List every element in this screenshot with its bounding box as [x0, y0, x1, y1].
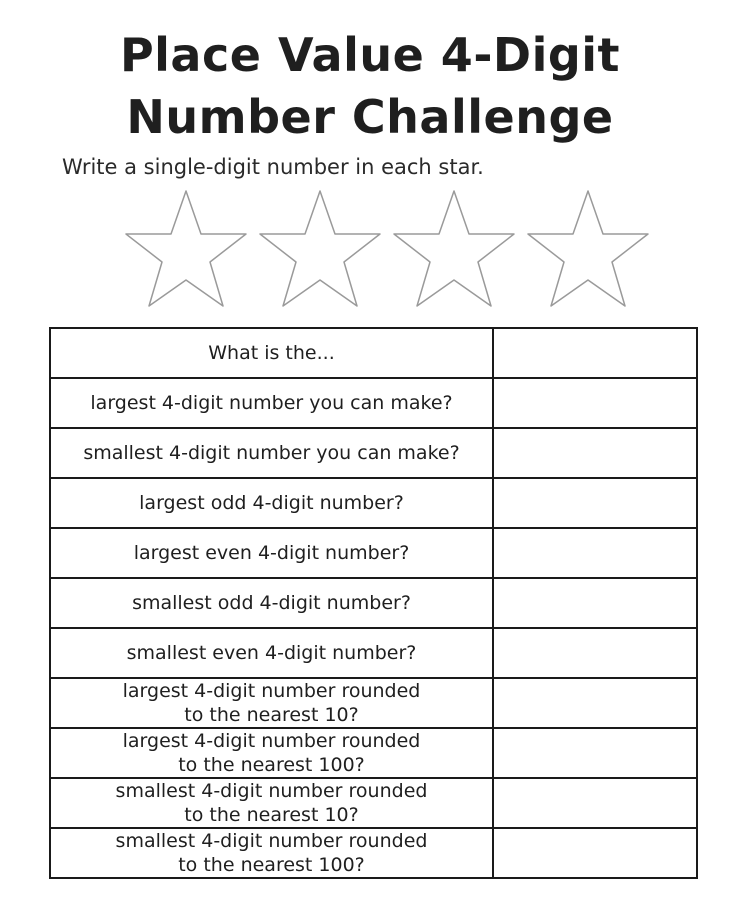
- table-row: [50, 678, 697, 728]
- answer-cell[interactable]: [493, 728, 697, 778]
- star-outline-icon: [391, 188, 517, 312]
- table-row: [50, 628, 697, 678]
- challenge-table: [49, 327, 698, 879]
- question-cell: largest 4-digit number you can make?: [50, 378, 493, 428]
- star-row: [0, 188, 740, 314]
- question-cell: smallest odd 4-digit number?: [50, 578, 493, 628]
- question-cell: largest even 4-digit number?: [50, 528, 493, 578]
- instruction-text: Write a single-digit number in each star.: [62, 155, 484, 179]
- table-header-cell: What is the...: [50, 328, 493, 378]
- star-input-4[interactable]: [525, 188, 651, 312]
- star-outline-icon: [257, 188, 383, 312]
- title-line-1: Place Value 4-Digit: [119, 28, 621, 82]
- question-cell: smallest even 4-digit number?: [50, 628, 493, 678]
- answer-cell[interactable]: [493, 528, 697, 578]
- answer-cell[interactable]: [493, 478, 697, 528]
- question-cell: smallest 4-digit number rounded to the nearest 100?: [50, 828, 493, 878]
- answer-cell[interactable]: [493, 378, 697, 428]
- table-row: [50, 778, 697, 828]
- table-row: [50, 378, 697, 428]
- table-row: [50, 428, 697, 478]
- answer-cell[interactable]: [493, 678, 697, 728]
- table-header-row: [50, 328, 697, 378]
- question-cell: largest 4-digit number rounded to the nearest 100?: [50, 728, 493, 778]
- question-cell: largest odd 4-digit number?: [50, 478, 493, 528]
- answer-cell[interactable]: [493, 828, 697, 878]
- table-row: [50, 528, 697, 578]
- table-row: [50, 478, 697, 528]
- title-line-2: Number Challenge: [126, 90, 614, 144]
- answer-cell[interactable]: [493, 778, 697, 828]
- star-input-1[interactable]: [123, 188, 249, 312]
- table-row: [50, 728, 697, 778]
- page-title: [0, 24, 740, 148]
- question-cell: smallest 4-digit number rounded to the nearest 10?: [50, 778, 493, 828]
- answer-cell[interactable]: [493, 628, 697, 678]
- table-row: [50, 828, 697, 878]
- question-cell: smallest 4-digit number you can make?: [50, 428, 493, 478]
- star-outline-icon: [525, 188, 651, 312]
- star-input-2[interactable]: [257, 188, 383, 312]
- question-cell: largest 4-digit number rounded to the nearest 10?: [50, 678, 493, 728]
- star-outline-icon: [123, 188, 249, 312]
- star-input-3[interactable]: [391, 188, 517, 312]
- table-row: [50, 578, 697, 628]
- answer-cell[interactable]: [493, 578, 697, 628]
- table-header-answer-cell: [493, 328, 697, 378]
- answer-cell[interactable]: [493, 428, 697, 478]
